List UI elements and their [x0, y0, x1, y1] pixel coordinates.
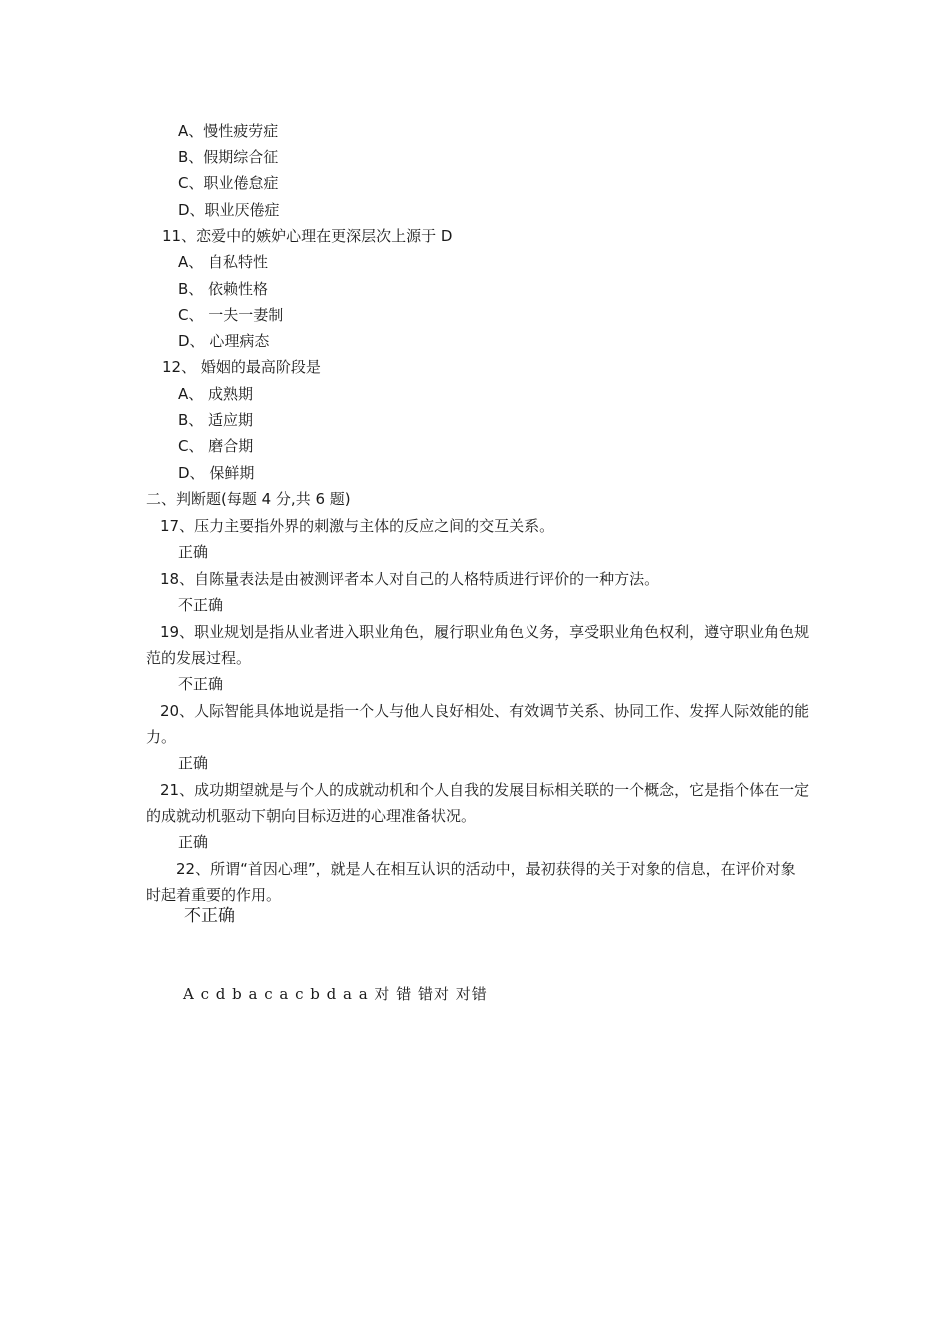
tf-answer-22: 不正确	[184, 906, 235, 926]
q12-option-b: B、 适应期	[178, 411, 254, 429]
tf-question-17: 17、压力主要指外界的刺激与主体的反应之间的交互关系。	[160, 517, 555, 535]
q12-option-a: A、 成熟期	[178, 385, 254, 403]
q10-option-d: D、职业厌倦症	[178, 201, 280, 219]
tf-question-22: 22、所谓“首因心理”，就是人在相互认识的活动中，最初获得的关于对象的信息，在评价对象时起着重要的作用。	[146, 860, 796, 904]
tf-question-19: 19、职业规划是指从业者进入职业角色，履行职业角色义务，享受职业角色权利，遵守职业角色规范的发展过程。	[146, 623, 810, 667]
tf-answer-20: 正确	[178, 754, 209, 772]
tf-answer-19: 不正确	[178, 675, 224, 693]
tf-question-21: 21、成功期望就是与个人的成就动机和个人自我的发展目标相关联的一个概念，它是指个体在一定的成就动机驱动下朝向目标迈进的心理准备状况。	[146, 781, 810, 825]
tf-answer-17: 正确	[178, 543, 209, 561]
q10-option-c: C、职业倦怠症	[178, 174, 279, 192]
q11-option-a: A、 自私特性	[178, 253, 269, 271]
tf-question-18: 18、自陈量表法是由被测评者本人对自己的人格特质进行评价的一种方法。	[160, 570, 660, 588]
q12-option-d: D、 保鲜期	[178, 464, 255, 482]
q12-option-c: C、 磨合期	[178, 437, 254, 455]
q11-stem: 11、恋爱中的嫉妒心理在更深层次上源于 D	[162, 227, 453, 245]
q10-option-b: B、假期综合征	[178, 148, 279, 166]
answer-key: A c d b a c a c b d a a 对 错 错对 对错	[183, 985, 488, 1003]
q11-option-d: D、 心理病态	[178, 332, 270, 350]
q11-option-c: C、 一夫一妻制	[178, 306, 284, 324]
q11-option-b: B、 依赖性格	[178, 280, 269, 298]
q12-stem: 12、 婚姻的最高阶段是	[162, 358, 321, 376]
q10-option-a: A、慢性疲劳症	[178, 122, 279, 140]
section-title: 二、判断题(每题 4 分,共 6 题)	[146, 490, 351, 508]
tf-answer-18: 不正确	[178, 596, 224, 614]
tf-answer-21: 正确	[178, 833, 209, 851]
tf-question-20: 20、人际智能具体地说是指一个人与他人良好相处、有效调节关系、协同工作、发挥人际效能的能力。	[146, 702, 810, 746]
